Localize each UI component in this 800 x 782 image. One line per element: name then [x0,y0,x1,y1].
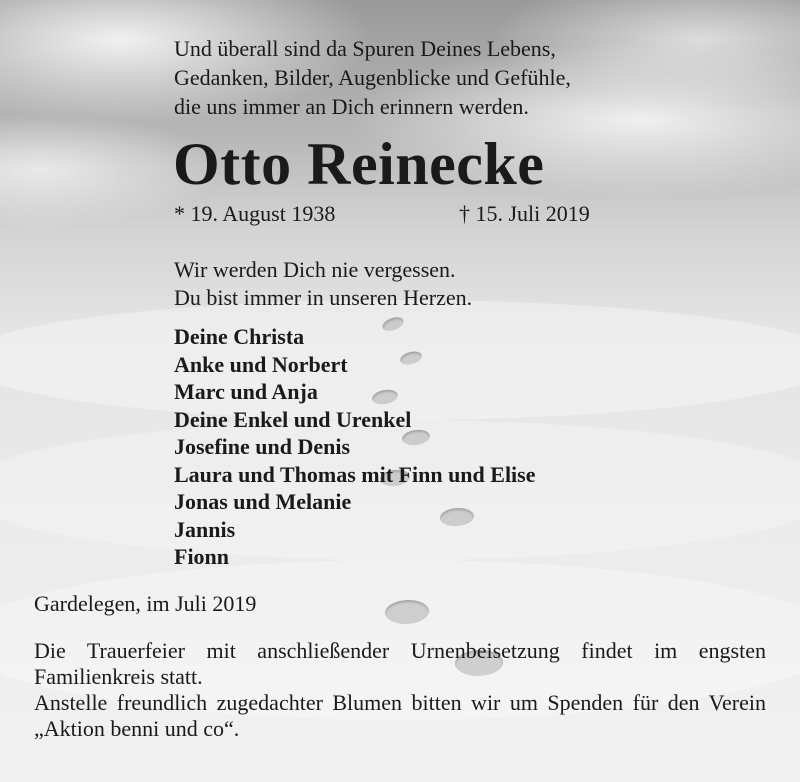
funeral-notice [34,638,766,742]
message-line: Wir werden Dich nie vergessen. [174,257,456,282]
mourner-name: Jonas und Melanie [174,489,352,514]
remembrance-message [174,256,472,312]
message-line: Du bist immer in unseren Herzen. [174,285,473,310]
birth-date: * 19. August 1938 [174,201,336,226]
mourner-name: Laura und Thomas mit Finn und Elise [174,461,536,487]
mourner-name: Anke und Norbert [174,351,348,377]
mourner-name: Jannis [174,516,236,542]
poem-line: die uns immer an Dich erinnern werden. [174,94,529,119]
mourners-list [174,323,536,571]
mourner-name: Deine Christa [174,324,305,349]
death-date: † 15. Juli 2019 [459,201,590,226]
mourner-name: Fionn [174,544,230,569]
mourner-name: Deine Enkel und Urenkel [174,406,412,432]
funeral-notice-donations: Anstelle freundlich zugedachter Blumen bitten wir um Spenden für den Verein „Aktion benni und co“. [34,690,766,741]
poem [174,34,571,121]
mourner-name: Marc und Anja [174,379,318,404]
mourner-name: Josefine und Denis [174,434,351,459]
place-date: Gardelegen, im Juli 2019 [34,591,257,616]
funeral-notice-ceremony: Die Trauerfeier mit anschließender Urnenbeisetzung findet im engsten Familienkreis statt. [34,638,766,689]
deceased-name: Otto Reinecke [173,131,545,197]
poem-line: Gedanken, Bilder, Augenblicke und Gefühle, [174,65,571,90]
poem-line: Und überall sind da Spuren Deines Lebens, [174,36,556,61]
